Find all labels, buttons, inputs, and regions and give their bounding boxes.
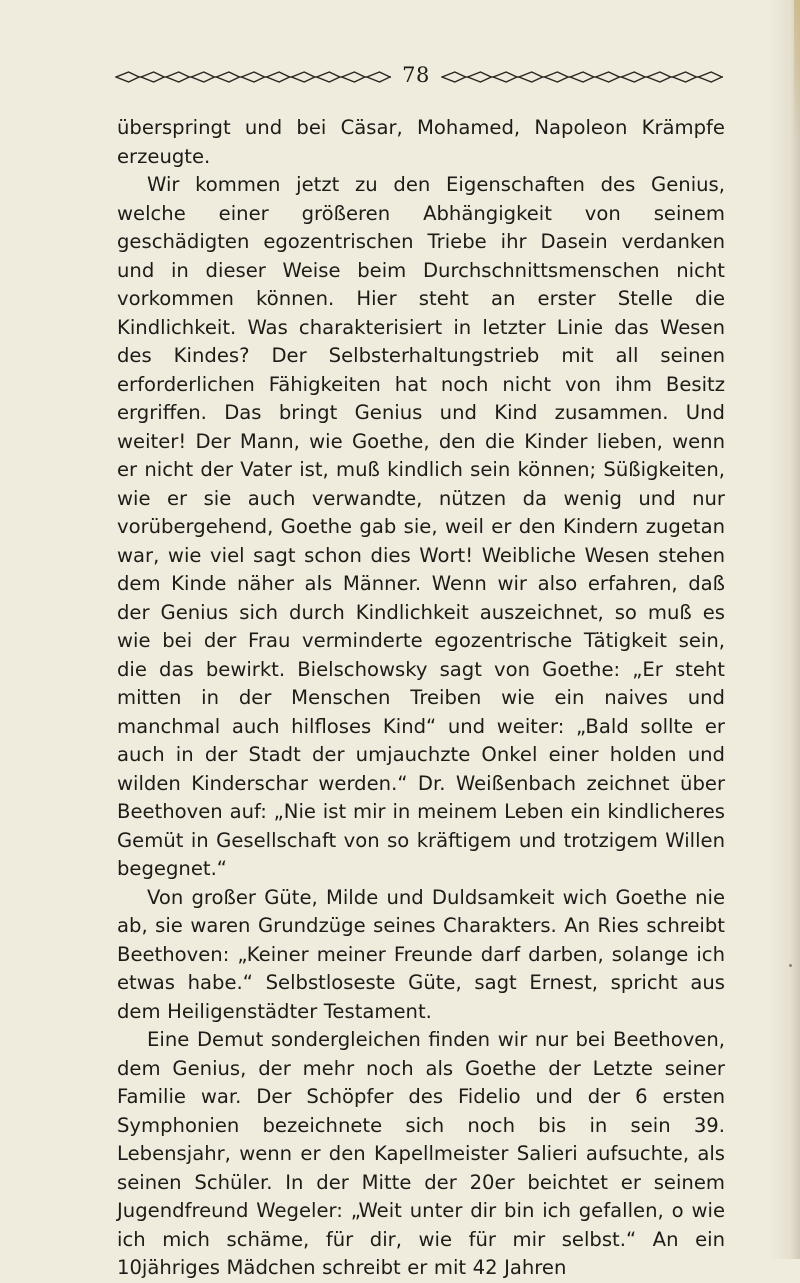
page-edge-shadow — [794, 0, 800, 140]
page-number: 78 — [402, 63, 430, 87]
ornament-diamond — [191, 72, 214, 82]
ornament-diamond — [166, 72, 189, 82]
ornament-diamond — [141, 72, 164, 82]
chain-ornament-icon — [441, 70, 723, 84]
paragraph: Von großer Güte, Milde und Duldsamkeit wich Goethe nie ab, sie waren Grundzüge seines Charakters. An Ries schreibt Beethoven: „Keiner meiner Freunde darf darben, solange ich etwas habe.“ Selbstloseste Güte, sagt Ernest, spricht aus dem Heiligenstädter Testament. — [117, 885, 725, 1023]
paragraph: überspringt und bei Cäsar, Mohamed, Napoleon Krämpfe erzeugte. — [117, 116, 725, 168]
ornament-diamond — [647, 72, 671, 82]
ornament-diamond — [621, 72, 645, 82]
ornament-diamond — [216, 72, 239, 82]
ornament-diamond — [292, 72, 315, 82]
ornament-diamond — [317, 72, 340, 82]
ornament-diamond — [442, 72, 466, 82]
body-text — [117, 114, 725, 1283]
chain-ornament-icon — [115, 70, 391, 84]
ornament-diamond — [468, 72, 492, 82]
page-header — [115, 63, 725, 90]
ornament-diamond — [570, 72, 594, 82]
ornament-diamond — [493, 72, 517, 82]
paper-speck — [789, 964, 792, 967]
ornament-diamond — [367, 72, 390, 82]
paragraph: Wir kommen jetzt zu den Eigenschaften des Genius, welche einer größeren Abhängigkeit von seinem geschädigten egozentrischen Triebe ihr Dasein verdanken und in dieser Weise beim Durchschnittsmenschen nicht vorkommen können. Hier steht an erster Stelle die Kindlichkeit. Was charakterisiert in letzter Linie das Wesen des Kindes? Der Selbsterhaltungstrieb mit all seinen erforderlichen Fähigkeiten hat noch nicht von ihm Besitz ergriffen. Das bringt Genius und Kind zusammen. Und weiter! Der Mann, wie Goethe, den die Kinder lieben, wenn er nicht der Vater ist, muß kindlich sein können; Süßigkeiten, wie er sie auch verwandte, nützen da wenig und nur vorübergehend, Goethe gab sie, weil er den Kindern zugetan war, wie viel sagt schon dies Wort! Weibliche Wesen stehen dem Kinde näher als Männer. Wenn wir also erfahren, daß der Genius sich durch Kindlichkeit auszeichnet, so muß es wie bei der Frau verminderte egozentrische Tätigkeit sein, die das bewirkt. Bielschowsky sagt von Goethe: „Er steht mitten in der Menschen Treiben wie ein naives und manchmal auch hilfloses Kind“ und weiter: „Bald sollte er auch in der Stadt der umjauchzte Onkel einer holden und wilden Kinderschar werden.“ Dr. Weißenbach zeichnet über Beethoven auf: „Nie ist mir in meinem Leben ein kindlicheres Gemüt in Gesellschaft von so kräftigem und trotzigem Willen begegnet.“ — [117, 173, 725, 880]
ornament-diamond — [673, 72, 697, 82]
ornament-diamond — [116, 72, 139, 82]
ornament-diamond — [519, 72, 543, 82]
ornament-diamond — [267, 72, 290, 82]
ornament-diamond — [698, 72, 722, 82]
ornament-diamond — [342, 72, 365, 82]
ornament-diamond — [596, 72, 620, 82]
paragraph: Eine Demut sondergleichen finden wir nur bei Beethoven, dem Genius, der mehr noch als Goethe der Letzte seiner Familie war. Der Schöpfer des Fidelio und der 6 ersten Symphonien bezeichnete sich noch bis in sein 39. Lebensjahr, wenn er den Kapellmeister Salieri aufsuchte, als seinen Schüler. In der Mitte der 20er beichtet er seinem Jugendfreund Wegeler: „Weit unter dir bin ich gefallen, o wie ich mich schäme, für dir, wie für mir selbst.“ An ein 10jähriges Mädchen schreibt er mit 42 Jahren — [117, 1028, 725, 1279]
ornament-diamond — [241, 72, 264, 82]
ornament-diamond — [545, 72, 569, 82]
